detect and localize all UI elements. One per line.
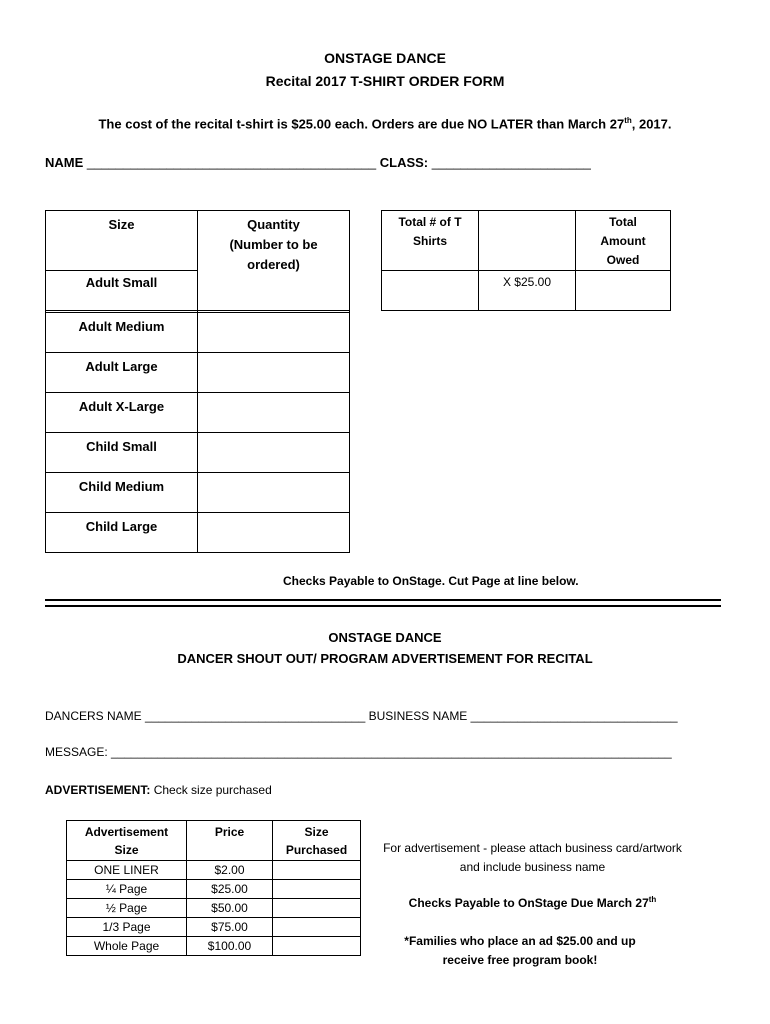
ad-checks-note: [370, 895, 695, 910]
company-title: ONSTAGE DANCE: [324, 50, 446, 66]
ad-attach-note-line1: For advertisement - please attach business card/artwork: [383, 841, 682, 855]
qty-input-child-large[interactable]: [198, 513, 350, 553]
dancers-name-label: DANCERS NAME: [45, 709, 142, 723]
advertisement-line: [45, 783, 272, 797]
ad-price-half: $50.00: [187, 899, 273, 918]
ad-checks-note-text: Checks Payable to OnStage Due March 27: [408, 896, 649, 910]
cost-note: [0, 116, 770, 131]
ad-check-whole[interactable]: [273, 937, 361, 956]
ad-price-one-liner: $2.00: [187, 861, 273, 880]
total-owed-header: Total Amount Owed: [576, 211, 671, 271]
ad-size-one-liner: ONE LINER: [67, 861, 187, 880]
size-header: Size: [46, 211, 198, 271]
cut-line-top: [45, 599, 721, 601]
qty-input-child-medium[interactable]: [198, 473, 350, 513]
total-shirts-input[interactable]: [382, 271, 479, 311]
ad-check-half[interactable]: [273, 899, 361, 918]
qty-input-adult-large[interactable]: [198, 353, 350, 393]
ad-size-whole: Whole Page: [67, 937, 187, 956]
class-field[interactable]: ______________________: [431, 155, 591, 170]
ad-size-half: ½ Page: [67, 899, 187, 918]
advertisement-label: ADVERTISEMENT:: [45, 783, 151, 797]
cost-note-text: The cost of the recital t-shirt is $25.00 each. Orders are due NO LATER than March 27: [98, 116, 625, 132]
ad-attach-note-line2: and include business name: [459, 860, 606, 874]
totals-table: [381, 210, 671, 311]
families-note: [350, 932, 690, 970]
ad-price-quarter: $25.00: [187, 880, 273, 899]
ad-price-whole: $100.00: [187, 937, 273, 956]
ad-price-third: $75.00: [187, 918, 273, 937]
class-label: CLASS:: [379, 155, 429, 170]
size-row-child-large: Child Large: [46, 513, 198, 553]
ad-size-quarter: ¼ Page: [67, 880, 187, 899]
ad-check-quarter[interactable]: [273, 880, 361, 899]
size-row-child-small: Child Small: [46, 433, 198, 473]
ad-size-header: Advertisement Size: [67, 821, 187, 861]
size-quantity-table: [45, 210, 350, 553]
cost-note-end: , 2017.: [631, 116, 672, 132]
multiplier-cell: X $25.00: [479, 271, 576, 311]
quantity-header: Quantity (Number to be ordered): [198, 211, 350, 311]
size-row-adult-medium: Adult Medium: [46, 313, 198, 353]
ad-attach-note: [370, 839, 695, 877]
ad-section-title: DANCER SHOUT OUT/ PROGRAM ADVERTISEMENT FOR RECITAL: [177, 651, 593, 666]
message-label: MESSAGE:: [45, 745, 108, 759]
size-row-adult-small: Adult Small: [46, 271, 198, 311]
ad-check-third[interactable]: [273, 918, 361, 937]
ad-size-third: 1/3 Page: [67, 918, 187, 937]
form-title: Recital 2017 T-SHIRT ORDER FORM: [265, 73, 505, 89]
size-row-child-medium: Child Medium: [46, 473, 198, 513]
size-row-adult-xlarge: Adult X-Large: [46, 393, 198, 433]
ad-company-title: ONSTAGE DANCE: [328, 630, 442, 645]
business-name-field[interactable]: _______________________________: [470, 709, 678, 723]
name-label: NAME: [45, 155, 84, 170]
dancers-name-field[interactable]: _________________________________: [145, 709, 366, 723]
size-row-adult-large: Adult Large: [46, 353, 198, 393]
cut-line-bottom: [45, 605, 721, 607]
name-field[interactable]: ________________________________________: [86, 155, 377, 170]
families-note-line2: receive free program book!: [442, 953, 598, 967]
ad-check-one-liner[interactable]: [273, 861, 361, 880]
qty-input-adult-xlarge[interactable]: [198, 393, 350, 433]
ad-pricing-table: [66, 820, 361, 956]
qty-input-adult-medium[interactable]: [198, 313, 350, 353]
dancer-business-line: [45, 709, 678, 723]
total-shirts-header: Total # of T Shirts: [382, 211, 479, 271]
ad-checks-note-sup: th: [648, 895, 657, 904]
message-line: [45, 745, 672, 759]
message-field[interactable]: ____________________________________________________________________________________: [111, 745, 672, 759]
families-note-line1: *Families who place an ad $25.00 and up: [404, 934, 636, 948]
business-name-label: BUSINESS NAME: [368, 709, 468, 723]
ad-price-header: Price: [187, 821, 273, 861]
checks-payable-note: Checks Payable to OnStage. Cut Page at line below.: [283, 574, 579, 588]
qty-input-child-small[interactable]: [198, 433, 350, 473]
advertisement-instruction: Check size purchased: [153, 783, 272, 797]
cost-note-sup: th: [624, 116, 632, 125]
multiplier-header: [479, 211, 576, 271]
total-owed-input[interactable]: [576, 271, 671, 311]
ad-purchased-header: Size Purchased: [273, 821, 361, 861]
name-class-line: [45, 155, 591, 170]
